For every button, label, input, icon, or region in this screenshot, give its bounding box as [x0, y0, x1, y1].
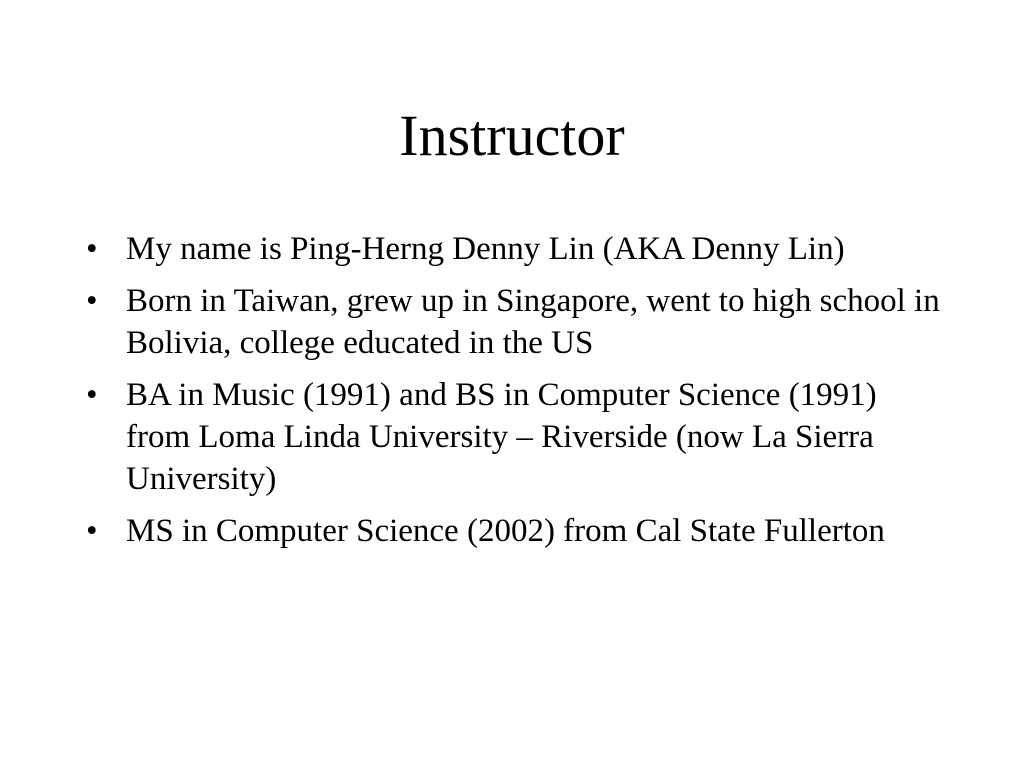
- bullet-icon: •: [86, 283, 98, 319]
- bullet-text: BA in Music (1991) and BS in Computer Science (1991) from Loma Linda University – Riverside (now La Sierra University): [126, 377, 877, 497]
- bullet-icon: •: [86, 231, 98, 267]
- bullet-text: My name is Ping-Herng Denny Lin (AKA Denny Lin): [126, 231, 845, 267]
- list-item: [86, 510, 946, 552]
- list-item: [86, 228, 946, 270]
- bullet-list: [86, 228, 946, 562]
- bullet-text: Born in Taiwan, grew up in Singapore, went to high school in Bolivia, college educated in the US: [126, 283, 940, 361]
- slide-title: Instructor: [399, 103, 625, 168]
- bullet-icon: •: [86, 377, 98, 413]
- list-item: [86, 280, 946, 364]
- bullet-text: MS in Computer Science (2002) from Cal State Fullerton: [126, 513, 885, 549]
- bullet-icon: •: [86, 513, 98, 549]
- list-item: [86, 374, 946, 500]
